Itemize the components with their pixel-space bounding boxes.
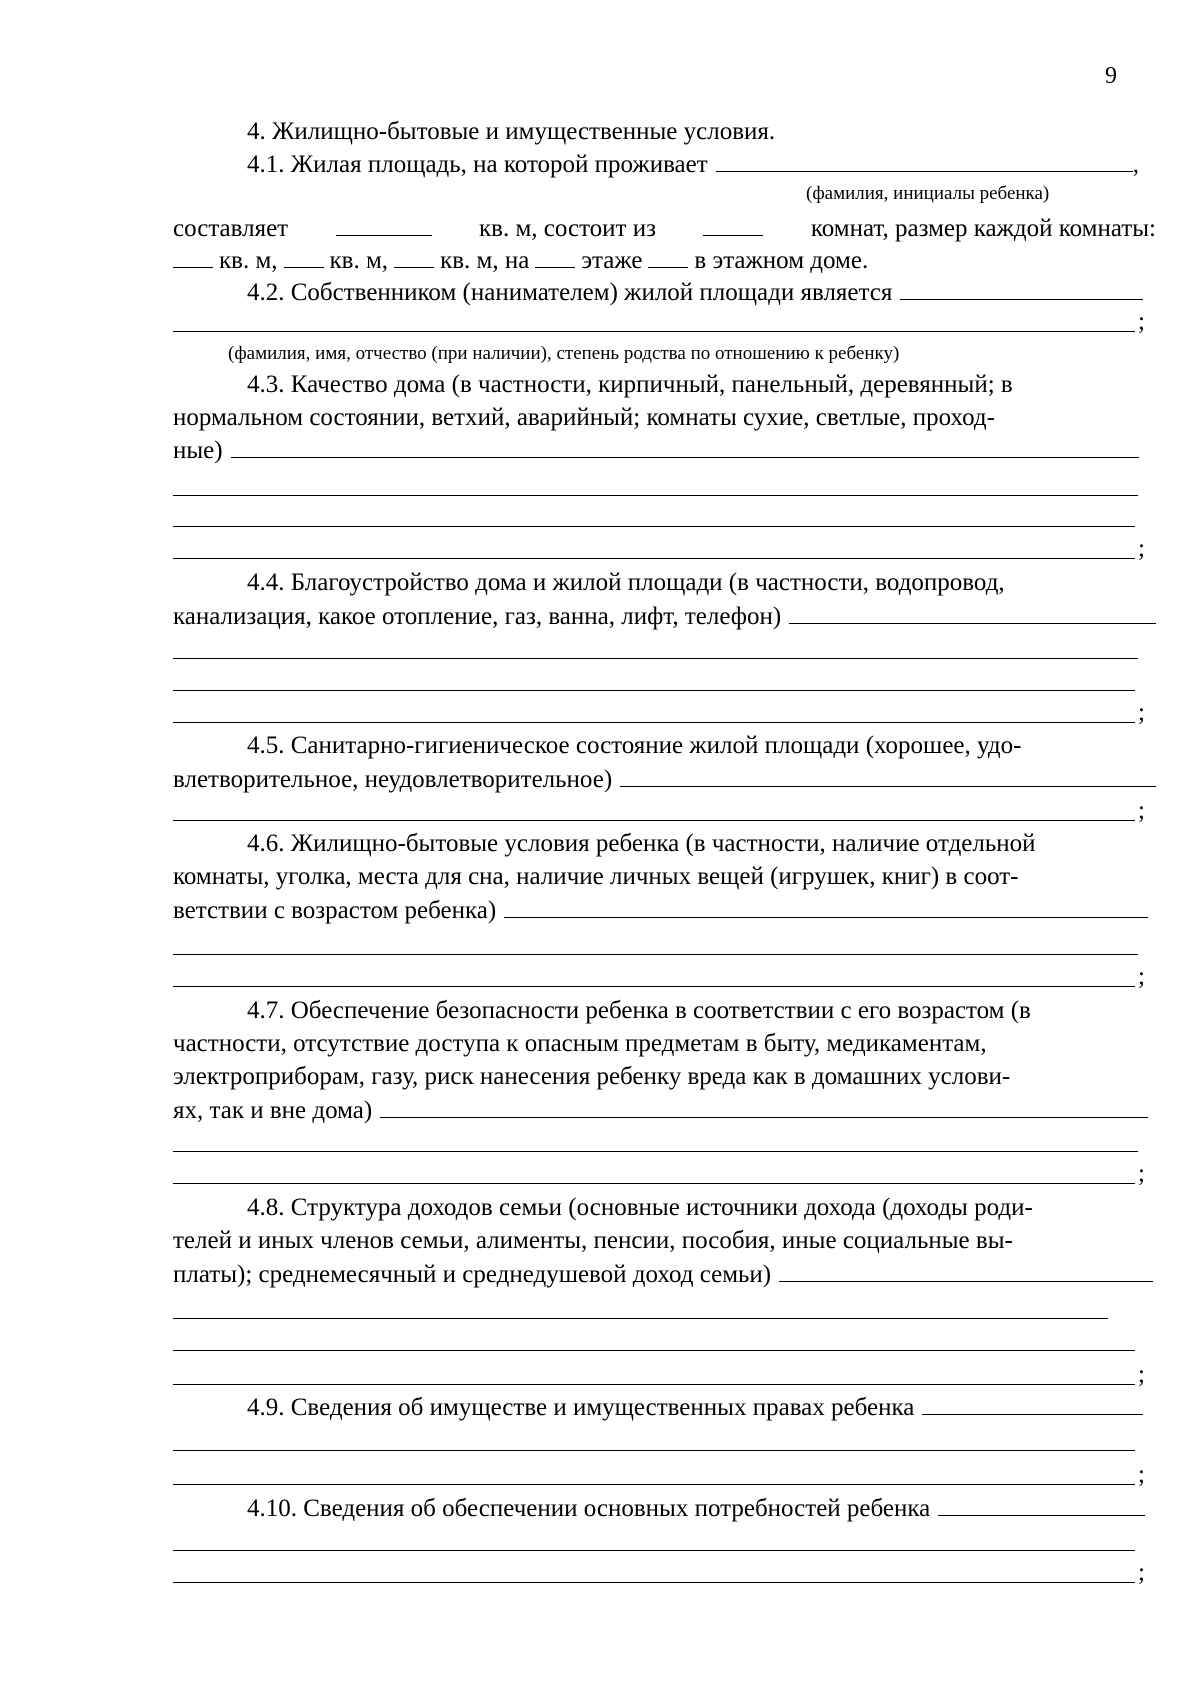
room-2-unit: кв. м, xyxy=(329,247,389,274)
room-2-size-input[interactable] xyxy=(284,245,324,268)
income-text-line-1 xyxy=(173,1193,1156,1223)
field-4-1-label: 4.1. Жилая площадь, на которой проживает xyxy=(247,151,708,178)
amenities-text-1: 4.4. Благоустройство дома и жилой площади (в частности, водопровод, xyxy=(247,569,1005,596)
safety-text-1: 4.7. Обеспечение безопасности ребенка в соответствии с его возрастом (в xyxy=(247,997,1031,1024)
income-text-2: телей и иных членов семьи, алименты, пенсии, пособия, иные социальные вы- xyxy=(173,1227,1013,1254)
owner-label: 4.2. Собственником (нанимателем) жилой площади является xyxy=(247,279,893,306)
living-conditions-text-line-2 xyxy=(173,862,1156,892)
property-line-1 xyxy=(173,1392,1143,1423)
area-total-input[interactable] xyxy=(336,213,432,236)
living-conditions-line-3 xyxy=(173,895,1148,926)
income-text-line-2 xyxy=(173,1226,1156,1256)
child-name-caption: (фамилия, инициалы ребенка) xyxy=(806,183,1050,204)
section-heading-text: 4. Жилищно-бытовые и имущественные условия. xyxy=(247,118,776,145)
needs-input-line-2[interactable] xyxy=(173,1550,1135,1551)
living-conditions-text-line-1 xyxy=(173,829,1156,859)
amenities-text-2: канализация, какое отопление, газ, ванна, лифт, телефон) xyxy=(173,603,782,630)
room-1-size-input[interactable] xyxy=(173,245,213,268)
floor-input[interactable] xyxy=(535,245,575,268)
needs-text-1: 4.10. Сведения об обеспечении основных потребностей ребенка xyxy=(247,1495,931,1522)
property-input-line-3[interactable] xyxy=(173,1484,1135,1485)
owner-input[interactable] xyxy=(900,277,1143,300)
page-number: 9 xyxy=(1105,63,1117,89)
field-4-2-line xyxy=(173,277,1143,308)
owner-caption: (фамилия, имя, отчество (при наличии), степень родства по отношению к ребенку) xyxy=(228,343,900,364)
amenities-end-semicolon: ; xyxy=(1138,699,1145,726)
safety-input[interactable] xyxy=(380,1095,1148,1118)
sanitary-input[interactable] xyxy=(620,764,1156,787)
field-4-1-rooms-line xyxy=(173,245,1156,276)
floor-label: этаже xyxy=(581,247,643,274)
house-quality-text-line-1 xyxy=(173,370,1156,400)
property-input[interactable] xyxy=(922,1392,1143,1415)
property-text-1: 4.9. Сведения об имуществе и имущественных правах ребенка xyxy=(247,1394,915,1421)
income-text-1: 4.8. Структура доходов семьи (основные источники дохода (доходы роди- xyxy=(247,1194,1033,1221)
rooms-count-label: кв. м, состоит из xyxy=(479,215,656,242)
income-end-semicolon: ; xyxy=(1138,1361,1145,1388)
needs-end-semicolon: ; xyxy=(1138,1559,1145,1586)
safety-text-line-1 xyxy=(173,996,1156,1026)
owner-input-line-2[interactable] xyxy=(173,331,1135,332)
room-3-unit: кв. м, на xyxy=(440,247,530,274)
house-quality-text-3: ные) xyxy=(173,437,223,464)
income-line-3 xyxy=(173,1259,1153,1290)
field-4-1-area-line xyxy=(173,213,1156,244)
area-label: составляет xyxy=(173,215,289,242)
section-heading xyxy=(173,117,1156,147)
needs-input-line-3[interactable] xyxy=(173,1582,1135,1583)
safety-input-line-2[interactable] xyxy=(173,1151,1138,1152)
house-quality-text-2: нормальном состоянии, ветхий, аварийный; комнаты сухие, светлые, проход- xyxy=(173,404,995,431)
safety-text-4: ях, так и вне дома) xyxy=(173,1097,373,1124)
floors-total-input[interactable] xyxy=(648,245,688,268)
child-name-input[interactable] xyxy=(716,149,1133,172)
sanitary-input-line-2[interactable] xyxy=(173,820,1135,821)
living-conditions-text-3: ветствии с возрастом ребенка) xyxy=(173,897,497,924)
living-conditions-input-line-2[interactable] xyxy=(173,954,1138,955)
amenities-input-line-4[interactable] xyxy=(173,722,1135,723)
floors-total-label: в этажном доме. xyxy=(694,247,869,274)
living-conditions-input-line-3[interactable] xyxy=(173,986,1135,987)
amenities-line-2 xyxy=(173,601,1156,632)
room-3-size-input[interactable] xyxy=(394,245,434,268)
safety-end-semicolon: ; xyxy=(1138,1160,1145,1187)
income-input[interactable] xyxy=(779,1259,1153,1282)
safety-text-3: электроприборам, газу, риск нанесения ребенку вреда как в домашних услови- xyxy=(173,1063,1011,1090)
sanitary-text-2: влетворительное, неудовлетворительное) xyxy=(173,766,613,793)
living-conditions-text-2: комнаты, уголка, места для сна, наличие личных вещей (игрушек, книг) в соот- xyxy=(173,863,1019,890)
income-input-line-3[interactable] xyxy=(173,1350,1135,1351)
needs-input[interactable] xyxy=(938,1493,1145,1516)
sanitary-line-2 xyxy=(173,764,1156,795)
house-quality-input-line-4[interactable] xyxy=(173,558,1135,559)
safety-line-4 xyxy=(173,1095,1148,1126)
income-input-line-4[interactable] xyxy=(173,1384,1135,1385)
living-conditions-end-semicolon: ; xyxy=(1138,963,1145,990)
amenities-input[interactable] xyxy=(789,601,1156,624)
safety-text-2: частности, отсутствие доступа к опасным предметам в быту, медикаментам, xyxy=(173,1030,987,1057)
house-quality-line-3 xyxy=(173,435,1139,466)
income-input-line-2[interactable] xyxy=(173,1318,1108,1319)
room-sizes-label: комнат, размер каждой комнаты: xyxy=(810,215,1156,242)
rooms-count-input[interactable] xyxy=(703,213,763,236)
amenities-input-line-2[interactable] xyxy=(173,658,1138,659)
house-quality-input-line-2[interactable] xyxy=(173,495,1138,496)
field-4-1-comma: , xyxy=(1132,151,1139,178)
income-text-3: платы); среднемесячный и среднедушевой доход семьи) xyxy=(173,1261,772,1288)
field-4-1-line xyxy=(173,149,1139,180)
room-1-unit: кв. м, xyxy=(219,247,278,274)
house-quality-text-1: 4.3. Качество дома (в частности, кирпичный, панельный, деревянный; в xyxy=(247,371,1013,398)
needs-line-1 xyxy=(173,1493,1145,1524)
house-quality-input[interactable] xyxy=(231,435,1139,458)
safety-text-line-3 xyxy=(173,1062,1156,1092)
property-end-semicolon: ; xyxy=(1138,1461,1145,1488)
house-quality-text-line-2 xyxy=(173,403,1156,433)
sanitary-text-line-1 xyxy=(173,731,1156,761)
amenities-input-line-3[interactable] xyxy=(173,690,1135,691)
living-conditions-input[interactable] xyxy=(504,895,1148,918)
safety-text-line-2 xyxy=(173,1029,1156,1059)
house-quality-input-line-3[interactable] xyxy=(173,526,1135,527)
owner-end-semicolon: ; xyxy=(1138,308,1145,335)
amenities-text-line-1 xyxy=(173,568,1156,598)
sanitary-text-1: 4.5. Санитарно-гигиеническое состояние жилой площади (хорошее, удо- xyxy=(247,732,1022,759)
property-input-line-2[interactable] xyxy=(173,1450,1135,1451)
sanitary-end-semicolon: ; xyxy=(1138,797,1145,824)
house-quality-end-semicolon: ; xyxy=(1138,535,1145,562)
safety-input-line-3[interactable] xyxy=(173,1183,1135,1184)
living-conditions-text-1: 4.6. Жилищно-бытовые условия ребенка (в частности, наличие отдельной xyxy=(247,830,1036,857)
